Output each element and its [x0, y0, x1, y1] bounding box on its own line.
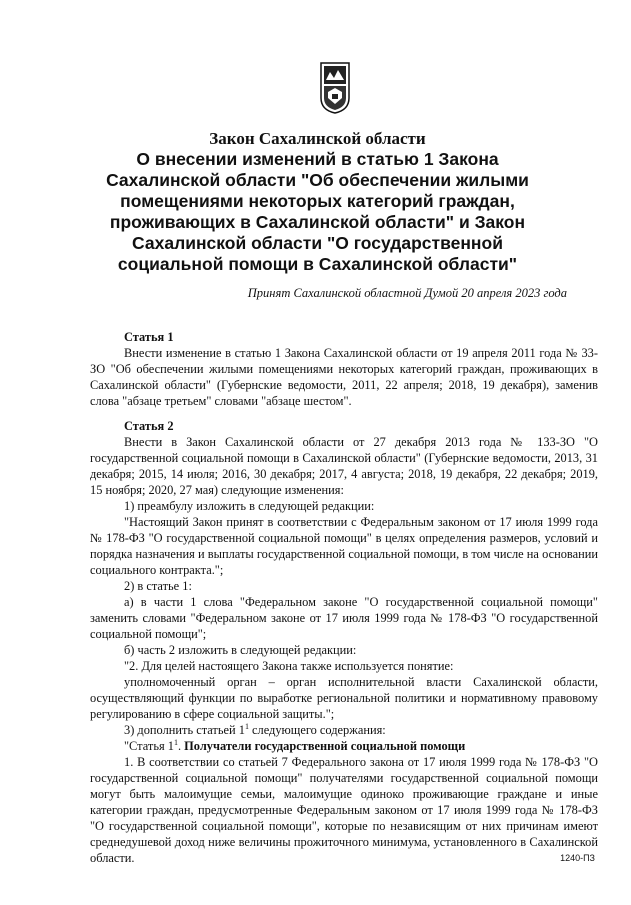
article-1 — [90, 329, 598, 409]
item-1-text: "Настоящий Закон принят в соответствии с Федеральным законом от 17 июля 1999 года № 178-ФЗ "О государственной социальной помощи" в целях определения размеров, условий и порядка назначения и выплаты государственной социальной помощи, в том числе на основании социального контракта."; — [90, 515, 598, 577]
item-3 — [90, 722, 598, 738]
article-1-text: Внести изменение в статью 1 Закона Сахалинской области от 19 апреля 2011 года № 33-ЗО "Об обеспечении жилыми помещениями некоторых категорий граждан, проживающих в Сахалинской области" (Губернские ведомости, 2011, 22 апреля; 2018, 19 декабря), заменив слова "абзаце третьем" словами "абзаце шестом". — [90, 346, 598, 408]
new-article-heading — [90, 738, 598, 754]
law-title-block — [80, 128, 555, 275]
law-title-line: социальной помощи в Сахалинской области" — [117, 254, 518, 274]
law-type: Закон Сахалинской области — [209, 129, 426, 148]
article-2 — [90, 418, 598, 866]
item-1: 1) преамбулу изложить в следующей редакции: — [124, 499, 375, 513]
law-title-line: проживающих в Сахалинской области" и Закон — [109, 212, 526, 232]
item-2a: а) в части 1 слова "Федеральном законе "О государственной социальной помощи" заменить словами "Федеральном законе от 17 июля 1999 года № 178-ФЗ "О государственной социальной помощи"; — [90, 595, 598, 641]
article-2-intro: Внести в Закон Сахалинской области от 27 декабря 2013 года № 133-ЗО "О государственной социальной помощи в Сахалинской области" (Губернские ведомости, 2013, 31 декабря; 2015, 14 июля; 2016, 30 декабря; 2017, 4 августа; 2018, 19 декабря, 22 декабря; 2019, 15 ноября; 2020, 27 мая) следующие изменения: — [90, 435, 598, 497]
new-article-sup: 1 — [173, 737, 178, 747]
adoption-note: Принят Сахалинской областной Думой 20 апреля 2023 года — [247, 286, 567, 300]
law-title-line: помещениями некоторых категорий граждан, — [120, 191, 515, 211]
item-2: 2) в статье 1: — [124, 579, 192, 593]
item-3-pre: 3) дополнить статьей 1 — [124, 723, 245, 737]
item-3-sup: 1 — [244, 721, 249, 731]
item-2b: б) часть 2 изложить в следующей редакции: — [124, 643, 357, 657]
new-article-post: . — [177, 739, 185, 753]
item-2b-text-1: "2. Для целей настоящего Закона также используется понятие: — [124, 659, 454, 673]
new-article-pre: "Статья 1 — [124, 739, 174, 753]
article-1-heading: Статья 1 — [124, 330, 174, 344]
item-3-post: следующего содержания: — [248, 723, 386, 737]
law-title-line: О внесении изменений в статью 1 Закона — [136, 149, 499, 169]
new-article-title: Получатели государственной социальной помощи — [184, 739, 466, 753]
document-code: 1240-ПЗ — [560, 853, 595, 863]
new-article-paragraph-1: 1. В соответствии со статьей 7 Федерального закона от 17 июля 1999 года № 178-ФЗ "О государственной социальной помощи" получателями государственной социальной помощи могут быть малоимущие семьи, малоимущие одиноко проживающие граждане и иные категории граждан, предусмотренные Федеральным законом от 17 июля 1999 года № 178-ФЗ "О государственной социальной помощи", которые по независящим от них причинам имеют среднедушевой доход ниже величины прожиточного минимума, установленного в Сахалинской области. — [90, 755, 598, 865]
item-2b-text-2: уполномоченный орган – орган исполнительной власти Сахалинской области, осуществляющий функции по выработке региональной политики и нормативному правовому регулированию в сфере социальной защиты."; — [90, 675, 598, 721]
law-title-line: Сахалинской области "Об обеспечении жилыми — [106, 170, 529, 190]
article-2-heading: Статья 2 — [124, 419, 174, 433]
coat-of-arms-emblem — [320, 62, 350, 114]
law-title-line: Сахалинской области "О государственной — [132, 233, 503, 253]
